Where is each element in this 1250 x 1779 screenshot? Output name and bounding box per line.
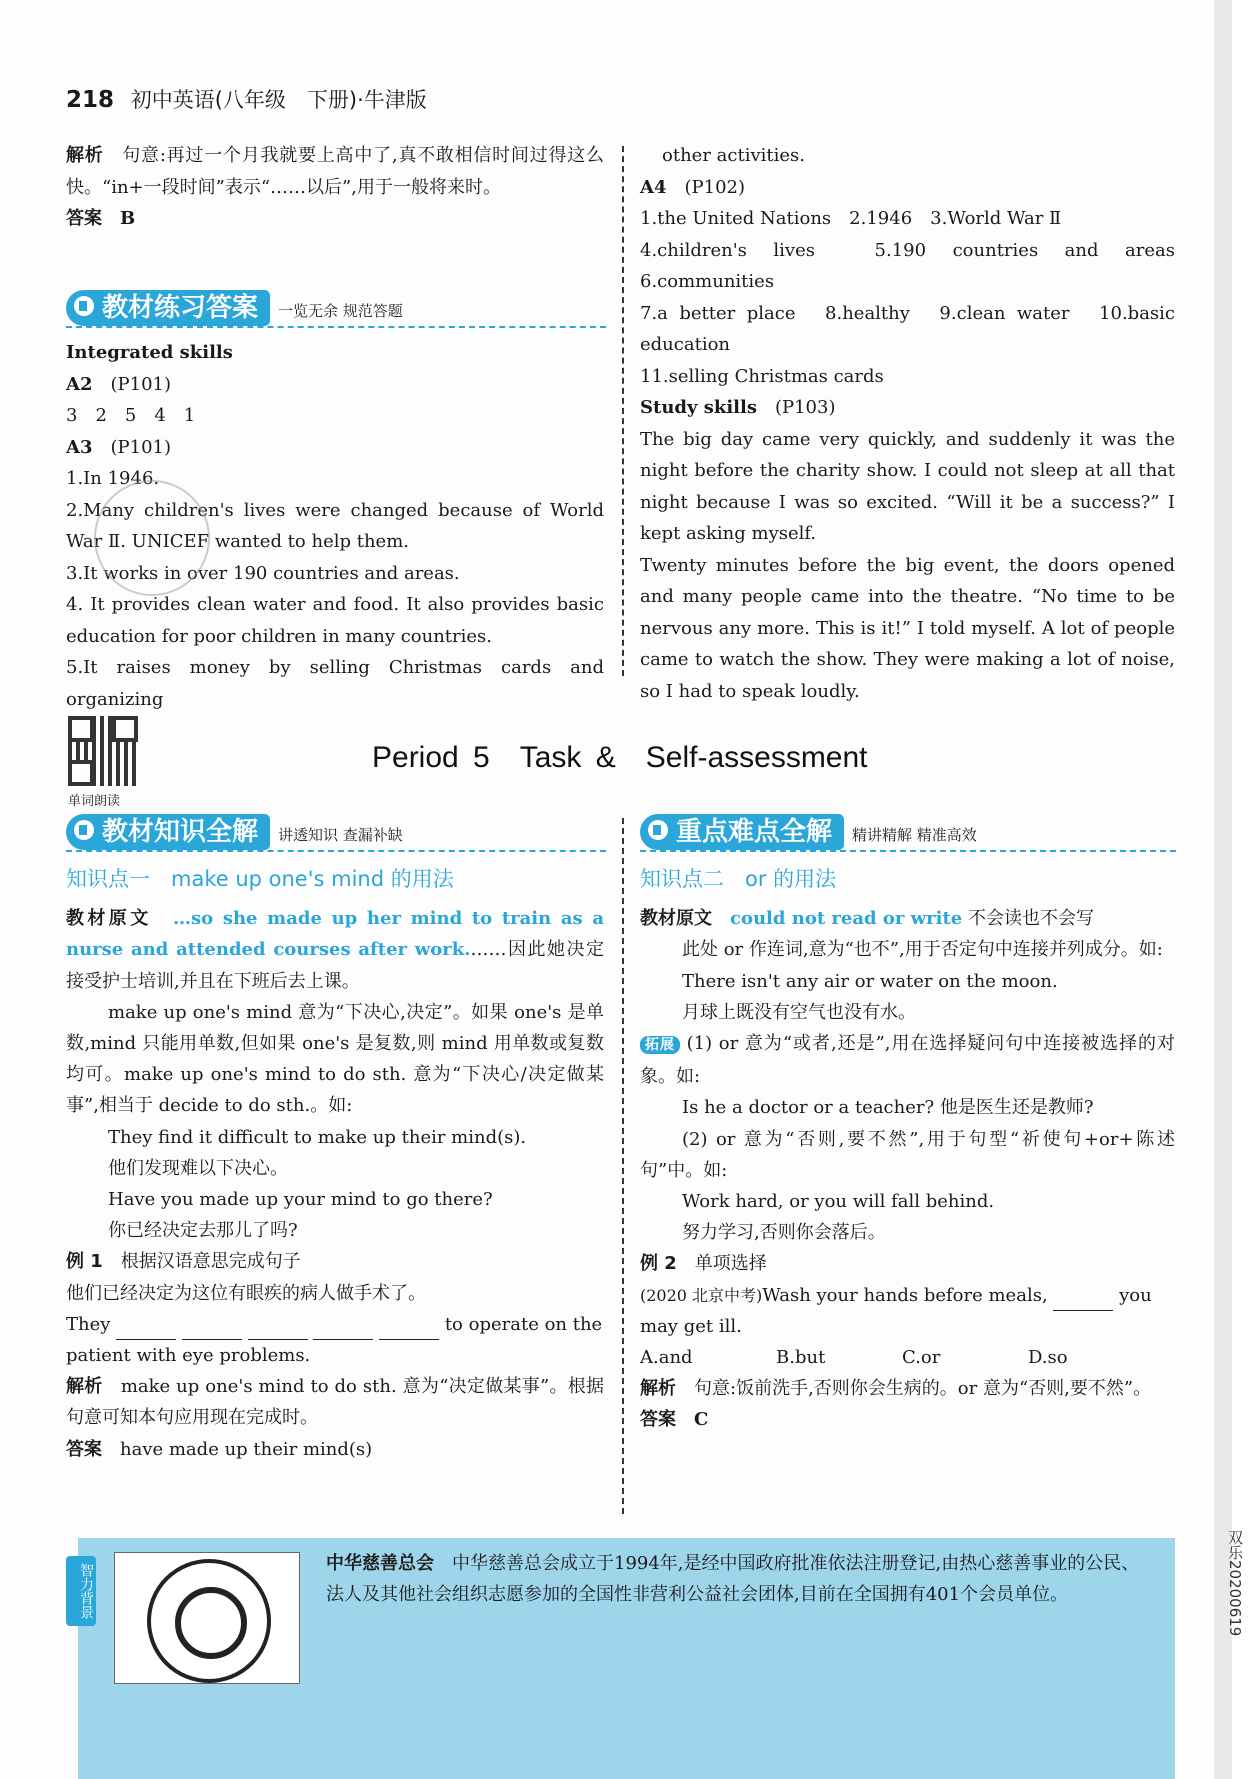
- example-cn: 你已经决定去那儿了吗?: [108, 1220, 298, 1242]
- watermark-stamp: [94, 480, 210, 596]
- jiexi-label: 解析: [66, 1376, 103, 1398]
- answer-blank[interactable]: [1053, 1290, 1113, 1311]
- banner-title: 重点难点全解: [676, 817, 833, 847]
- a4-line: 4.children's lives 5.190 countries and areas 6.communities: [640, 239, 1193, 292]
- example-cn: 他们发现难以下决心。: [108, 1157, 288, 1179]
- explanation: 此处 or 作连词,意为“也不”,用于否定句中连接并列成分。如:: [682, 939, 1163, 961]
- answer-value: B: [120, 208, 136, 229]
- option[interactable]: C.or: [902, 1347, 941, 1369]
- a3-page: (P101): [110, 436, 172, 458]
- answer-blank[interactable]: [248, 1319, 308, 1340]
- background-tab: 智力背景: [66, 1556, 96, 1626]
- question: (2020 北京中考)Wash your hands before meals, you: [640, 1280, 1175, 1311]
- answer-blank[interactable]: [182, 1319, 242, 1340]
- source-label: 教材原文: [640, 908, 712, 930]
- a4-line: 1.the United Nations 2.1946 3.World War Ⅱ: [640, 208, 1062, 229]
- continuation: other activities.: [662, 145, 805, 166]
- a2-answer: 3 2 5 4 1: [66, 405, 196, 426]
- background-info-text: [326, 1548, 1156, 1610]
- a3-item: 1.In 1946.: [66, 468, 160, 489]
- option[interactable]: D.so: [1028, 1347, 1068, 1369]
- extension-1: (1) or 意为“或者,还是”,用在选择疑问句中连接被选择的对象。如:: [640, 1033, 1175, 1088]
- example-task: 根据汉语意思完成句子: [120, 1251, 301, 1273]
- jiexi-block: [66, 140, 604, 203]
- a3-item: 5.It raises money by selling Christmas cards and organizing: [66, 657, 604, 710]
- example-en: Work hard, or you will fall behind.: [682, 1191, 995, 1213]
- a4-line: 11.selling Christmas cards: [640, 365, 884, 387]
- jiexi-text: make up one's mind to do sth. 意为“决定做某事”。根据句意可知本句应用现在完成时。: [66, 1376, 605, 1429]
- banner-textbook-answers: [66, 290, 606, 328]
- extension-2: (2) or 意为“否则,要不然”,用于句型“祈使句+or+陈述句”中。如:: [640, 1128, 1175, 1181]
- banner-subtitle: 讲透知识 查漏补缺: [278, 826, 403, 844]
- a2-label: A2: [66, 373, 93, 395]
- jiexi-text: 句意:再过一个月我就要上高中了,真不敢相信时间过得这么快。“in+一段时间”表示“……以后”,用于一般将来时。: [66, 145, 604, 198]
- answer-label: 答案: [66, 208, 102, 229]
- column-divider: [622, 146, 624, 676]
- option[interactable]: A.and: [640, 1347, 693, 1369]
- jiexi-label: 解析: [640, 1378, 676, 1400]
- answer-blank[interactable]: [116, 1319, 176, 1340]
- jiexi-text: 句意:饭前洗手,否则你会生病的。or 意为“否则,要不然”。: [694, 1378, 1152, 1400]
- a3-label: A3: [66, 436, 93, 458]
- a4-label: A4: [640, 176, 667, 198]
- banner-key-points: [640, 814, 1176, 852]
- source-cn: 不会读也不会写: [967, 908, 1094, 930]
- example-cn: 努力学习,否则你会落后。: [682, 1222, 886, 1244]
- study-page: (P103): [774, 397, 836, 418]
- example-label: 例 2: [640, 1253, 677, 1275]
- banner-title: 教材知识全解: [102, 817, 259, 847]
- answer-blank[interactable]: [379, 1319, 439, 1340]
- banner-subtitle: 精讲精解 精准高效: [852, 826, 977, 844]
- question-end: may get ill.: [640, 1315, 742, 1337]
- qr-label: 单词朗读: [68, 794, 121, 809]
- source-cn: ……因此她决定接受护士培训,并且在下班后去上课。: [66, 939, 604, 992]
- extension-badge: 拓展: [640, 1036, 680, 1054]
- answer-block: [66, 203, 604, 235]
- question-source: (2020 北京中考): [640, 1285, 763, 1305]
- example-en: Is he a doctor or a teacher? 他是医生还是教师?: [682, 1097, 1094, 1119]
- example-label: 例 1: [66, 1251, 103, 1273]
- charity-federation-logo: [114, 1552, 300, 1684]
- knowledge-point-title: 知识点一 make up one's mind 的用法: [66, 867, 454, 891]
- period-title: Period 5 Task & Self-assessment: [372, 741, 868, 774]
- a3-item: 4. It provides clean water and food. It also provides basic education for poor children in many countries.: [66, 594, 604, 647]
- a3-item: 3.It works in over 190 countries and areas.: [66, 562, 460, 584]
- example-task: 单项选择: [694, 1253, 767, 1275]
- answer-value: have made up their mind(s): [120, 1438, 373, 1460]
- column-divider: [622, 818, 624, 1514]
- example-en: They find it difficult to make up their mind(s).: [108, 1126, 527, 1148]
- knowledge-point-2: [640, 864, 1175, 1436]
- options: [640, 1342, 1175, 1373]
- page-header: [66, 84, 427, 114]
- speaker-icon: [648, 820, 668, 840]
- answer-label: 答案: [640, 1409, 676, 1431]
- jiexi-label: 解析: [66, 145, 104, 166]
- top-right-column: [640, 140, 1193, 707]
- book-title: 初中英语(八年级 下册)·牛津版: [130, 88, 427, 112]
- speaker-icon: [74, 820, 94, 840]
- fill-blank-sentence-end: patient with eye problems.: [66, 1345, 311, 1367]
- example-en: There isn't any air or water on the moon.: [682, 970, 1058, 992]
- side-code: 双乐20200619: [1226, 1530, 1244, 1637]
- top-left-column: [66, 140, 604, 235]
- banner-title: 教材练习答案: [102, 293, 259, 323]
- knowledge-point-1: [66, 864, 604, 1465]
- info-body: 中华慈善总会成立于1994年,是经中国政府批准依法注册登记,由热心慈善事业的公民、法人及其他社会组织志愿参加的全国性非营利公益社会团体,目前在全国拥有401个会员单位。: [326, 1553, 1140, 1605]
- study-paragraph: Twenty minutes before the big event, the doors opened and many people came into the theatre. “No time to be nervous any more. This is it!” I told myself. A lot of people came to watch the show. They were making a lot of noise, so I had to speak loudly.: [640, 554, 1175, 702]
- study-skills-heading: Study skills: [640, 397, 757, 418]
- explanation: make up one's mind 意为“下决心,决定”。如果 one's 是单数,mind 只能用单数,但如果 one's 是复数,则 mind 用单数或复数均可。make up one's mind to do sth. 意为“下决心/决定做某事”,相当于 decide to do sth.。如:: [66, 1001, 604, 1117]
- example-en: Have you made up your mind to go there?: [108, 1189, 493, 1211]
- option[interactable]: B.but: [776, 1347, 826, 1369]
- page-number: 218: [66, 87, 115, 113]
- source-en: …so she made up her mind to train as a nurse and attended courses after work.: [66, 908, 604, 961]
- knowledge-point-title: 知识点二 or 的用法: [640, 867, 837, 891]
- source-label: 教材原文: [66, 908, 152, 930]
- a3-item: 2.Many children's lives were changed because of World War Ⅱ. UNICEF wanted to help them.: [66, 499, 604, 552]
- example-cn: 月球上既没有空气也没有水。: [682, 1001, 916, 1023]
- a2-page: (P101): [110, 373, 172, 395]
- fill-blank-sentence: They to operate on the: [66, 1309, 604, 1340]
- answer-label: 答案: [66, 1438, 102, 1460]
- qr-code[interactable]: [68, 716, 138, 786]
- a4-line: 7.a better place 8.healthy 9.clean water 10.basic education: [640, 302, 1175, 355]
- page-edge: [1214, 0, 1232, 1779]
- info-heading: 中华慈善总会: [326, 1553, 434, 1574]
- answer-value: C: [694, 1409, 709, 1431]
- study-paragraph: The big day came very quickly, and suddenly it was the night before the charity show. I could not sleep at all that night because I was so excited. “Will it be a success?” I kept asking myself.: [640, 428, 1175, 544]
- answer-blank[interactable]: [313, 1319, 373, 1340]
- example-cn-sentence: 他们已经决定为这位有眼疾的病人做手术了。: [66, 1282, 426, 1304]
- banner-knowledge: [66, 814, 606, 852]
- source-en: could not read or write: [730, 908, 963, 930]
- banner-subtitle: 一览无余 规范答题: [278, 302, 403, 320]
- a4-page: (P102): [684, 176, 746, 198]
- integrated-skills-heading: Integrated skills: [66, 342, 233, 363]
- speaker-icon: [74, 296, 94, 316]
